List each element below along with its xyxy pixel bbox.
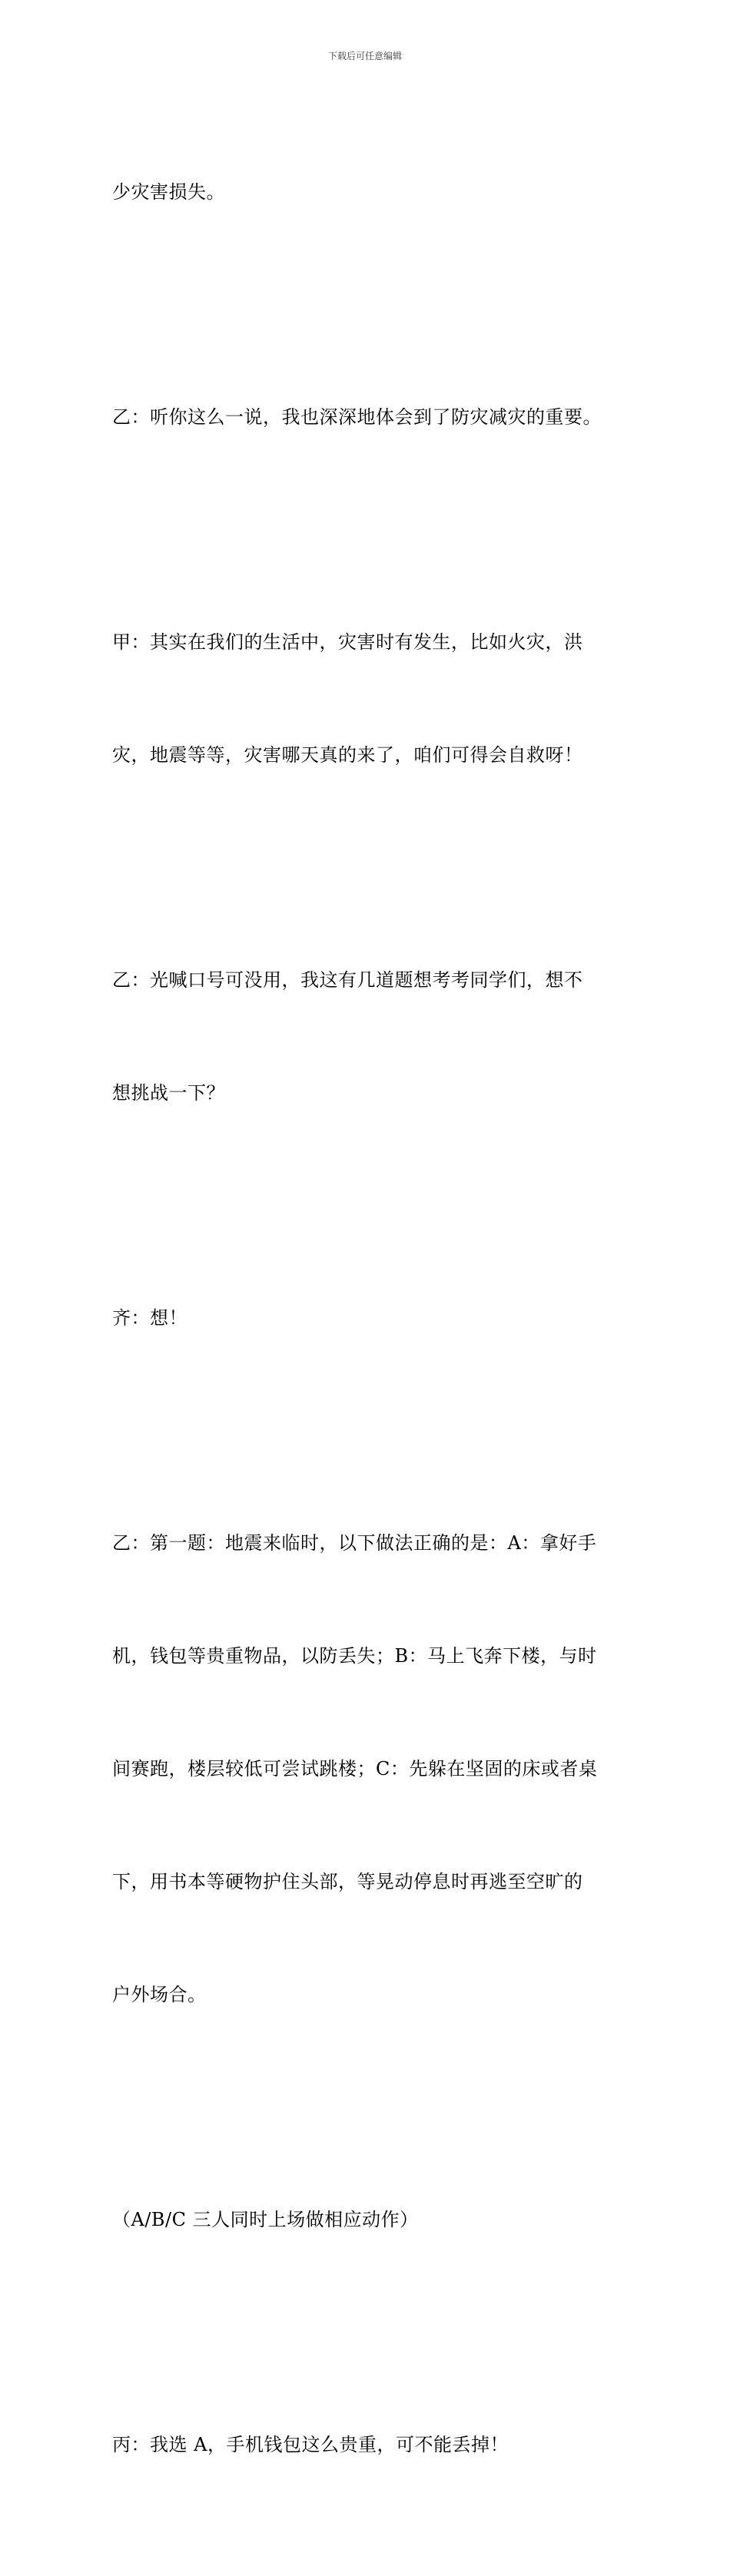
stage-direction bbox=[112, 2126, 621, 2314]
text-line: 乙：听你这么一说，我也深深地体会到了防灾减灾的重要。 bbox=[112, 406, 602, 428]
text-line: 乙：第一题：地震来临时，以下做法正确的是：A：拿好手 bbox=[112, 1532, 597, 1554]
page-header: 下载后可任意编辑 bbox=[327, 51, 402, 61]
text-line: 齐：想！ bbox=[112, 1307, 187, 1329]
text-line: 想挑战一下？ bbox=[112, 1082, 225, 1104]
paragraph-yi-question bbox=[112, 1449, 621, 2089]
text-line: 户外场合。 bbox=[112, 1984, 207, 2005]
text-line: （A/B/C 三人同时上场做相应动作） bbox=[112, 2209, 419, 2230]
text-line: 下，用书本等硬物护住头部，等晃动停息时再逃至空旷的 bbox=[112, 1871, 583, 1892]
text-line: 甲：其实在我们的生活中，灾害时有发生，比如火灾，洪 bbox=[112, 631, 583, 653]
paragraph-continuation bbox=[112, 98, 621, 286]
text-line: 灾，地震等等，灾害哪天真的来了，咱们可得会自救呀！ bbox=[112, 744, 583, 766]
paragraph-yi-1 bbox=[112, 323, 621, 512]
text-line: 乙：光喊口号可没用，我这有几道题想考考同学们，想不 bbox=[112, 969, 583, 991]
text-line: 间赛跑，楼层较低可尝试跳楼；C：先躲在坚固的床或者桌 bbox=[112, 1758, 598, 1780]
paragraph-yi-2 bbox=[112, 886, 621, 1187]
text-line: 少灾害损失。 bbox=[112, 181, 225, 203]
paragraph-bing bbox=[112, 2351, 621, 2539]
paragraph-jia-1 bbox=[112, 548, 621, 849]
text-line: 机，钱包等贵重物品，以防丢失；B：马上飞奔下楼，与时 bbox=[112, 1645, 597, 1667]
paragraph-qi bbox=[112, 1224, 621, 1412]
document-body bbox=[112, 98, 621, 2576]
text-line: 丙：我选 A，手机钱包这么贵重，可不能丢掉！ bbox=[112, 2434, 509, 2455]
